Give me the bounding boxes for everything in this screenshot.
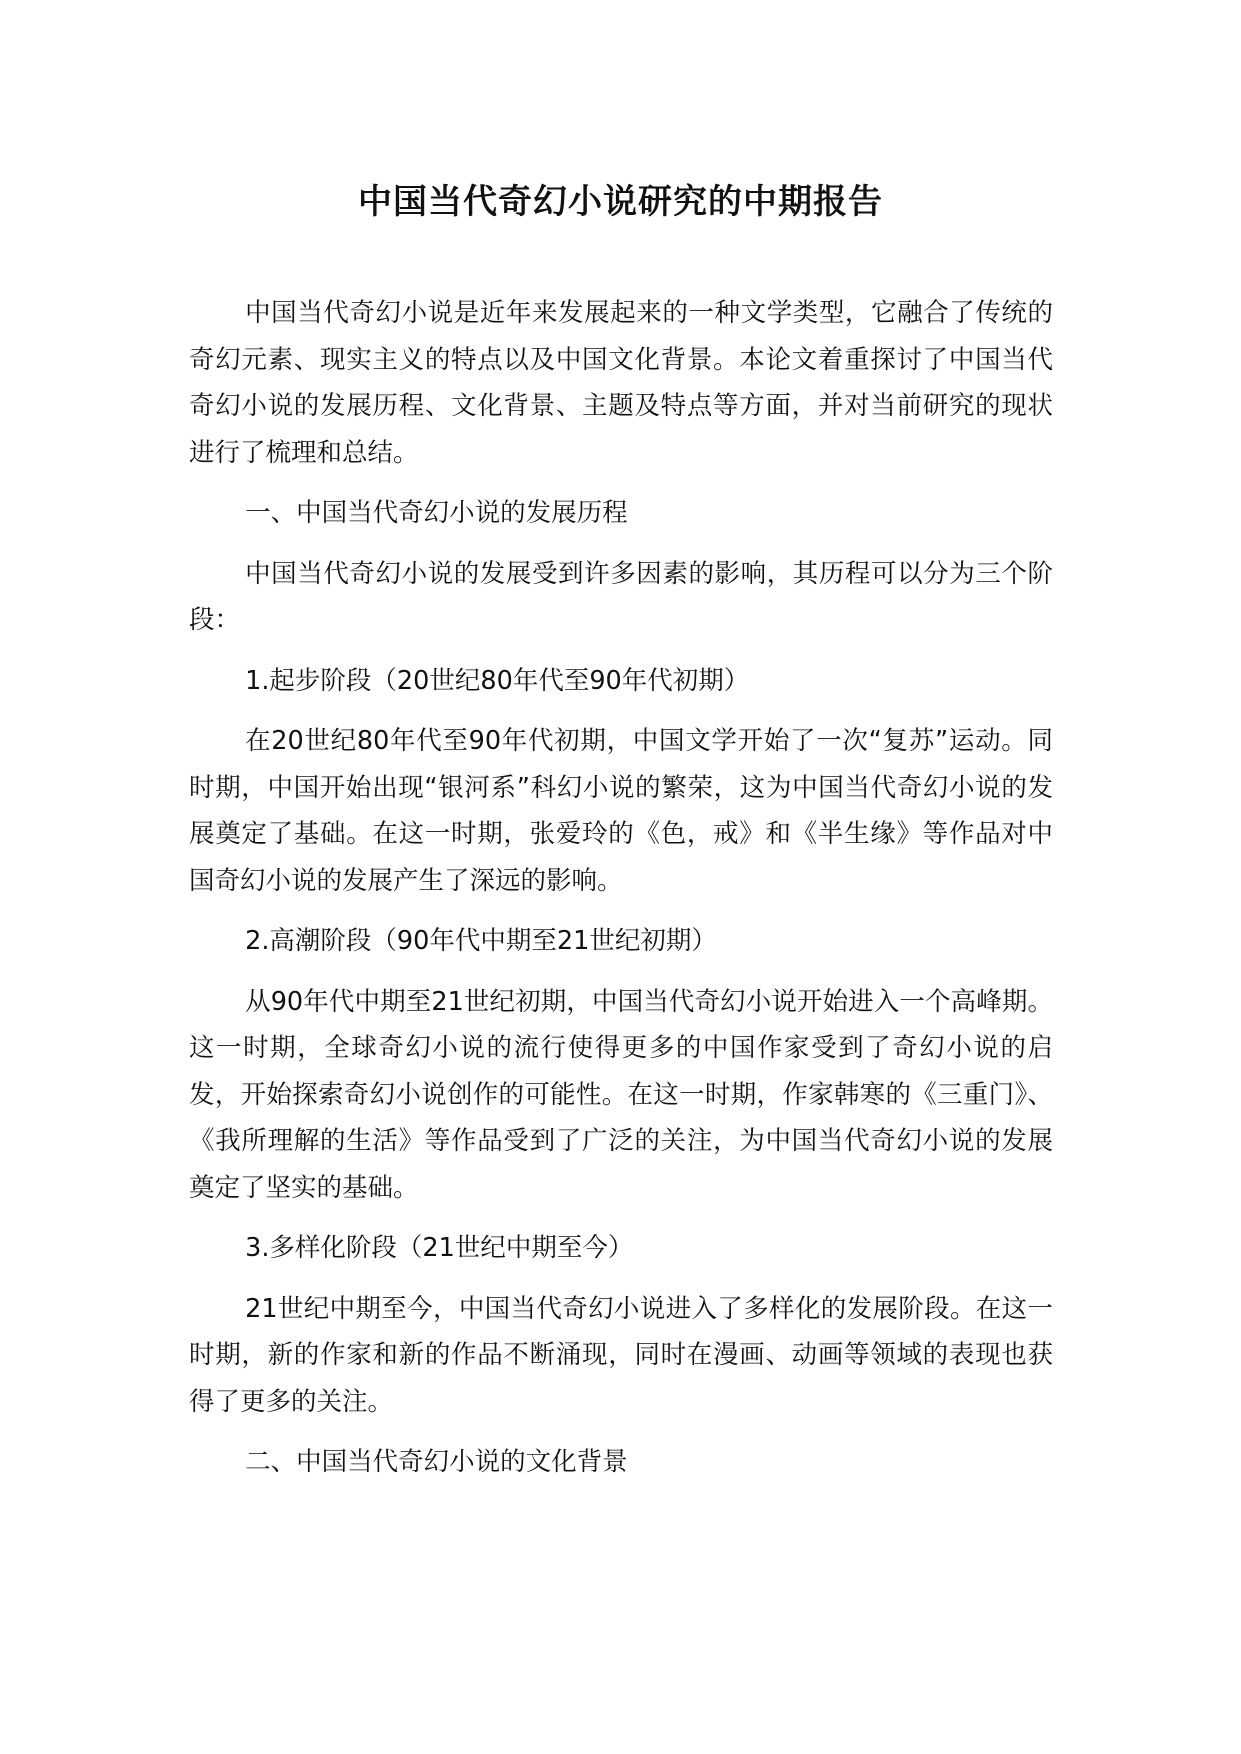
stage-3-paragraph: 21世纪中期至今，中国当代奇幻小说进入了多样化的发展阶段。在这一时期，新的作家和新的作品不断涌现，同时在漫画、动画等领域的表现也获得了更多的关注。 — [189, 1293, 1053, 1417]
stage-2-paragraph: 从90年代中期至21世纪初期，中国当代奇幻小说开始进入一个高峰期。这一时期，全球奇幻小说的流行使得更多的中国作家受到了奇幻小说的启发，开始探索奇幻小说创作的可能性。在这一时期，作家韩寒的《三重门》、《我所理解的生活》等作品受到了广泛的关注，为中国当代奇幻小说的发展奠定了坚实的基础。 — [189, 986, 1053, 1203]
stage-2-heading: 2.高潮阶段（90年代中期至21世纪初期） — [245, 926, 717, 956]
intro-paragraph: 中国当代奇幻小说是近年来发展起来的一种文学类型，它融合了传统的奇幻元素、现实主义的特点以及中国文化背景。本论文着重探讨了中国当代奇幻小说的发展历程、文化背景、主题及特点等方面，并对当前研究的现状进行了梳理和总结。 — [189, 298, 1053, 468]
stage-1-heading: 1.起步阶段（20世纪80年代至90年代初期） — [245, 665, 750, 696]
stage-3-heading: 3.多样化阶段（21世纪中期至今） — [245, 1233, 634, 1263]
section-heading-1: 一、中国当代奇幻小说的发展历程 — [245, 498, 628, 528]
section-heading-2: 二、中国当代奇幻小说的文化背景 — [245, 1447, 628, 1477]
section-1-intro-paragraph: 中国当代奇幻小说的发展受到许多因素的影响，其历程可以分为三个阶段： — [189, 558, 1053, 635]
stage-1-paragraph: 在20世纪80年代至90年代初期，中国文学开始了一次“复苏”运动。同时期，中国开始出现“银河系”科幻小说的繁荣，这为中国当代奇幻小说的发展奠定了基础。在这一时期，张爱玲的《色，戒》和《半生缘》等作品对中国奇幻小说的发展产生了深远的影响。 — [189, 726, 1053, 896]
document-title: 中国当代奇幻小说研究的中期报告 — [358, 182, 883, 222]
document-body — [189, 290, 1053, 1486]
